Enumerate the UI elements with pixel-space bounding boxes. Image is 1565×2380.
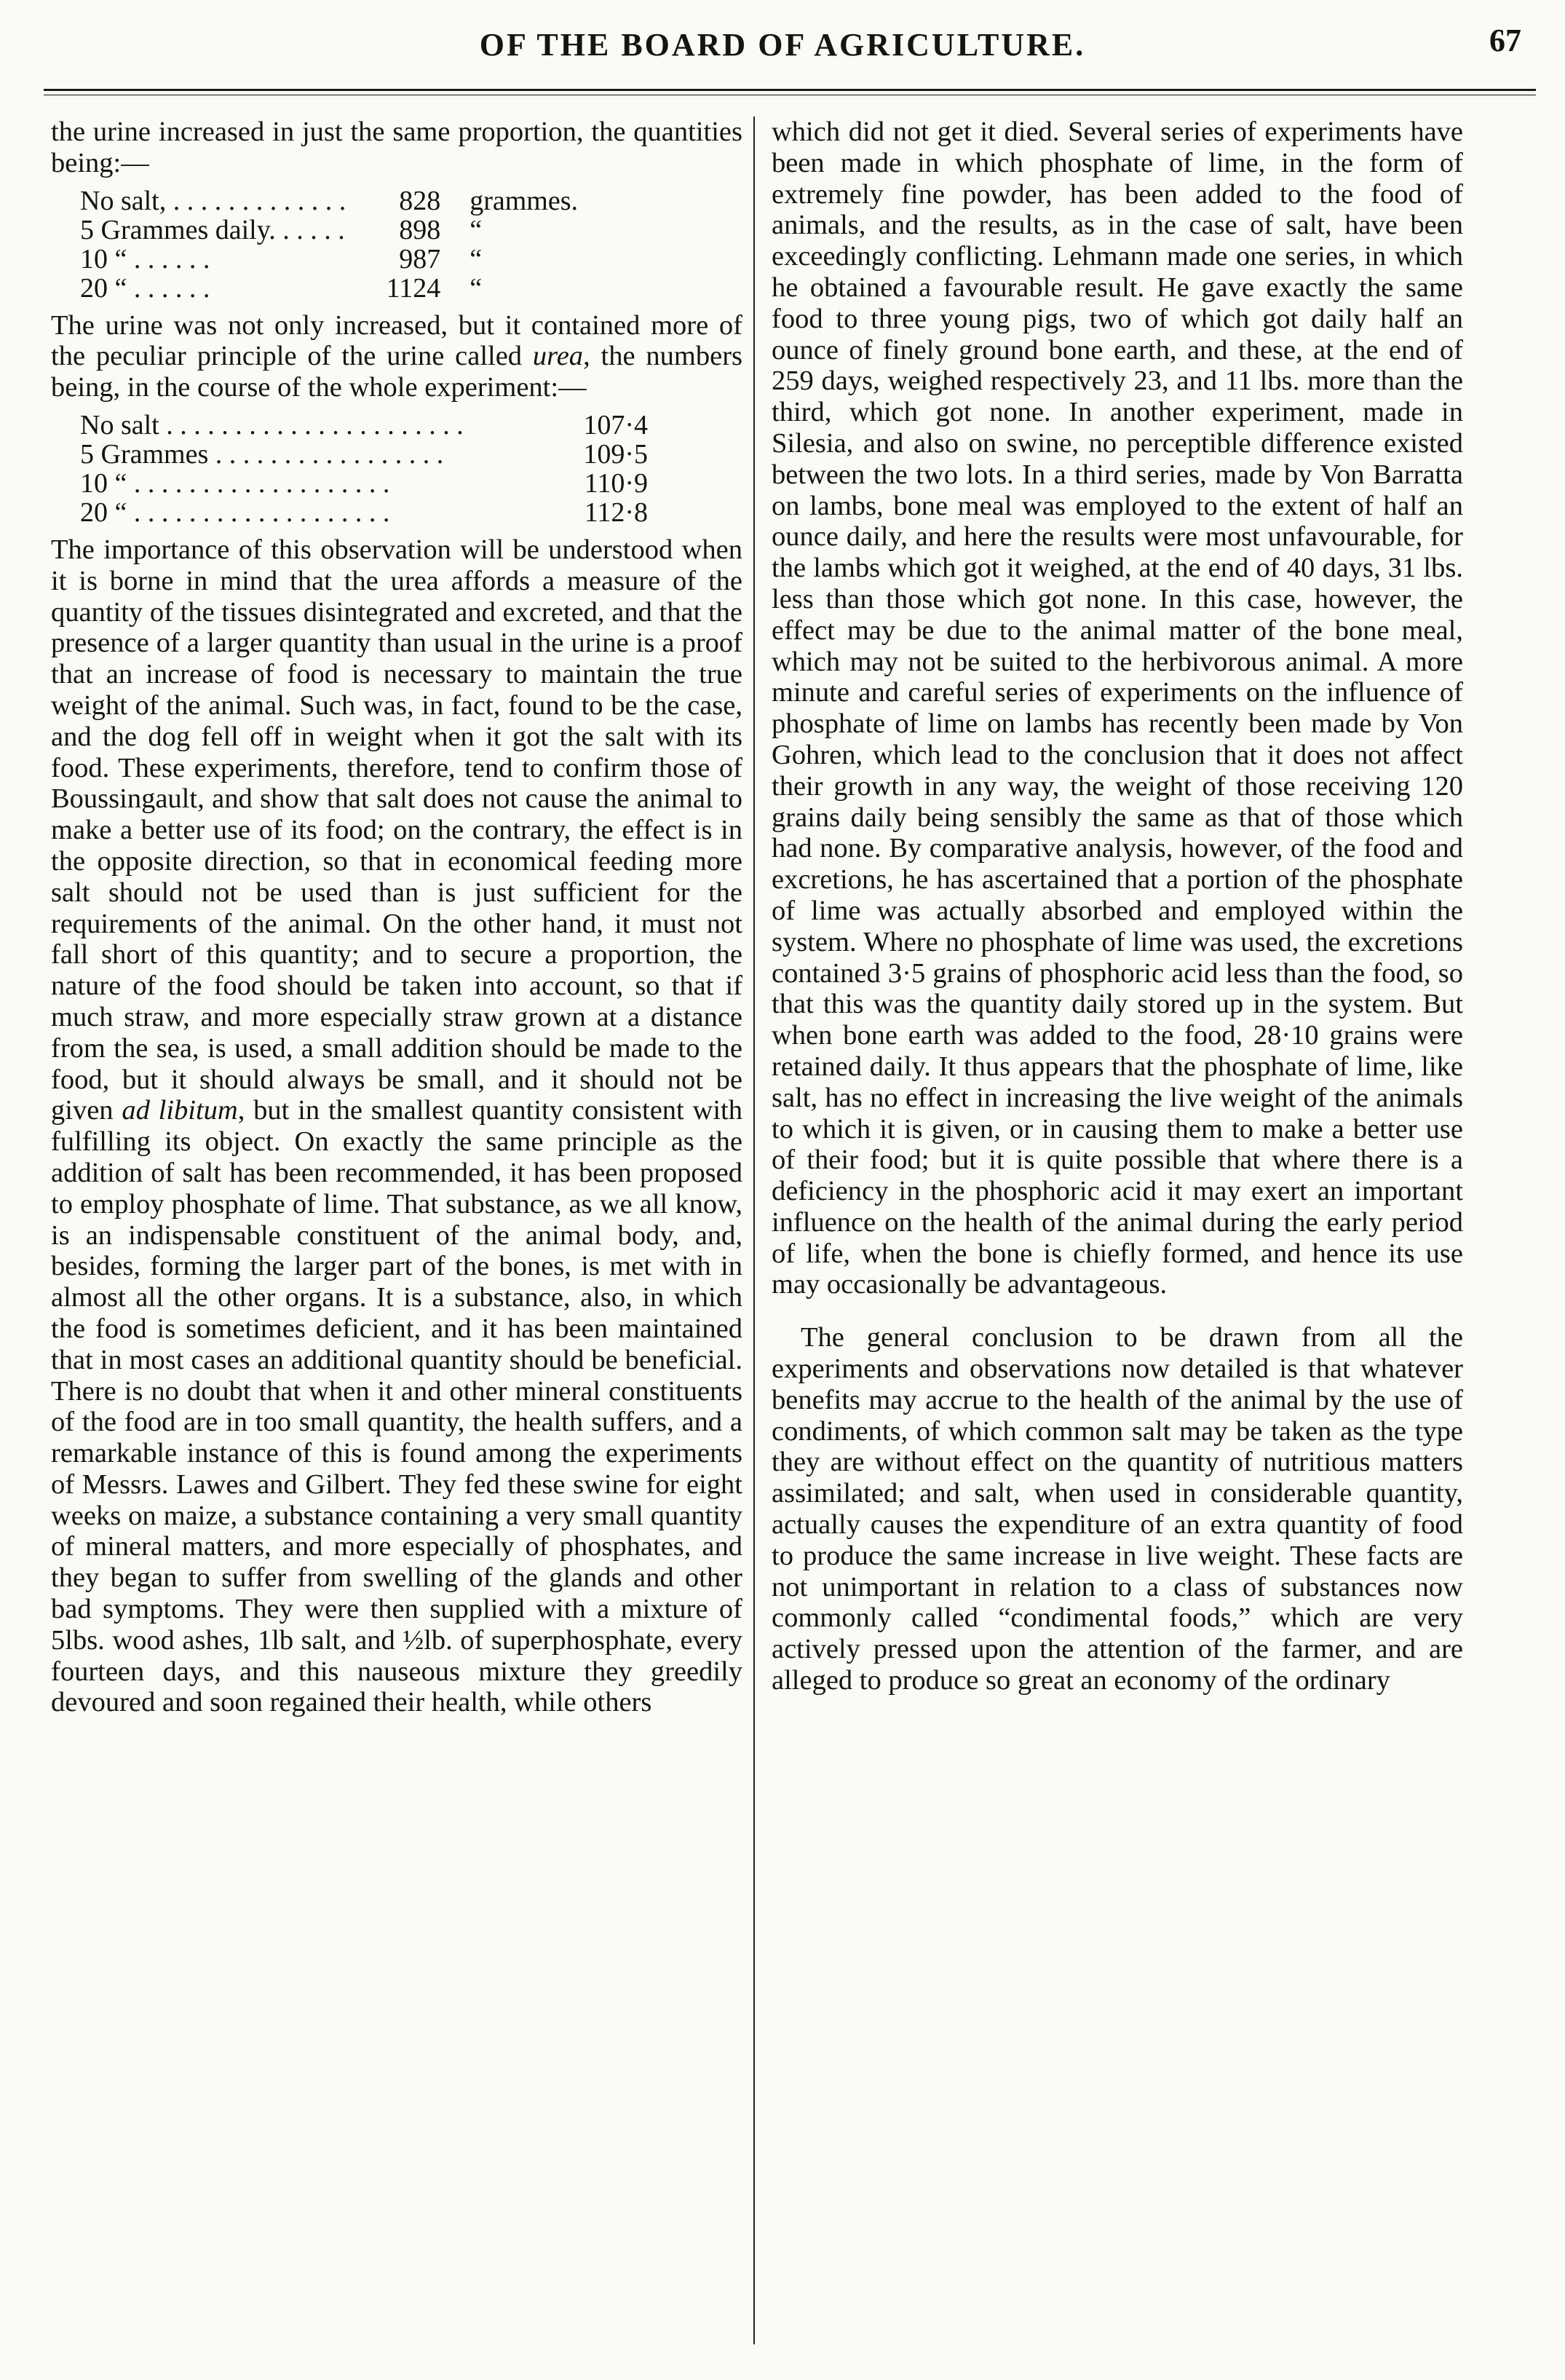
intro-paragraph: the urine increased in just the same proportion, the quantities being:— (51, 116, 742, 178)
left-column (51, 116, 742, 2344)
table-cell-value: 898 (399, 214, 441, 245)
table-cell-value: 828 (399, 185, 441, 216)
conclusion-paragraph: The general conclusion to be drawn from all the experiments and observations now detailed is that whatever benefits may accrue to the health of the animal by the use of condiments, of which common salt may be taken as the type they are without effect on the quantity of nutritious matters assimilated; and salt, when used in considerable quantity, actually causes the expenditure of an extra quantity of food to produce the same increase in live weight. These facts are not unimportant in relation to a class of substances now commonly called “condimental foods,” which are very actively pressed upon the attention of the farmer, and are alleged to produce so great an economy of the ordinary (772, 1322, 1463, 1696)
table-row (80, 411, 655, 440)
text-span: The urine was not only increased, but it contained more of the peculiar principle of the urine called (51, 309, 742, 372)
table-cell-label: 10 “ . . . . . . . . . . . . . . . . . . . (80, 467, 390, 499)
phosphate-paragraph: which did not get it died. Several series of experiments have been made in which phosphate of lime, in the form of extremely fine powder, has been added to the food of animals, and the results, as in the case of salt, have been exceedingly conflicting. Lehmann made one series, in which he obtained a favourable result. He gave exactly the same food to three young pigs, two of which got daily half an ounce of finely ground bone earth, and these, at the end of 259 days, weighed respectively 23, and 11 lbs. more than the third, which got none. In another experiment, made in Silesia, and also on swine, no perceptible difference existed between the two lots. In a third series, made by Von Barratta on lambs, bone meal was employed to the extent of half an ounce daily, and here the results were most unfavourable, for the lambs which got it weighed, at the end of 40 days, 31 lbs. less than those which got none. In this case, however, the effect may be due to the animal matter of the bone meal, which may not be suited to the herbivorous animal. A more minute and careful series of experiments on the influence of phosphate of lime on lambs has recently been made by Von Gohren, which lead to the conclusion that it does not affect their growth in any way, the weight of those receiving 120 grains daily being sensibly the same as that of those which had none. By comparative analysis, however, of the food and excretions, he has ascertained that a portion of the phosphate of lime was actually absorbed and employed within the system. Where no phosphate of lime was used, the excretions contained 3·5 grains of phosphoric acid less than the food, so that this was the quantity daily stored up in the system. But when bone earth was added to the food, 28·10 grains were retained daily. It thus appears that the phosphate of lime, like salt, has no effect in increasing the live weight of the animals to which it is given, or in causing them to make a better use of their food; but it is quite possible that where there is a deficiency in the phosphoric acid it may exert an important influence on the health of the animal during the early period of life, when the bone is chiefly formed, and hence its use may occasionally be advantageous. (772, 116, 1463, 1300)
table-cell-value: 109·5 (583, 438, 648, 470)
italic-term: urea (532, 341, 584, 372)
table-cell-label: 10 “ . . . . . . (80, 243, 210, 274)
importance-paragraph (51, 534, 742, 1718)
right-column (772, 116, 1463, 2344)
table-row (80, 186, 585, 216)
table-cell-value: 1124 (386, 272, 441, 304)
table-cell-unit: “ (470, 272, 483, 304)
table-cell-label: 20 “ . . . . . . . . . . . . . . . . . . . (80, 497, 390, 528)
text-span: The importance of this observation will be understood when it is borne in mind that the urea affords a measure of the quantity of the tissues disintegrated and excreted, and that the presence of a larger quantity than usual in the urine is a proof that an increase of food is necessary to maintain the true weight of the animal. Such was, in fact, found to be the case, and the dog fell off in weight when it got the salt with its food. These experiments, therefore, tend to confirm those of Boussingault, and show that salt does not cause the animal to make a better use of its food; on the contrary, the effect is in the opposite direction, so that in economical feeding more salt should not be used than is just sufficient for the requirements of the animal. On the other hand, it must not fall short of this quantity; and to secure a proportion, the nature of the food should be taken into account, so that if much straw, and more especially straw grown at a distance from the sea, is used, a small addition should be made to the food, but it should always be small, and it should not be given (51, 534, 742, 1126)
text-span: , but in the smallest quantity consistent with fulfilling its object. On exactly the same principle as the addition of salt has been recommended, it has been proposed to employ phosphate of lime. That substance, as we all know, is an indispensable constituent of the animal body, and, besides, forming the larger part of the bones, is met with in almost all the other organs. It is a substance, also, in which the food is sometimes deficient, and it has been maintained that in most cases an additional quantity should be beneficial. There is no doubt that when it and other mineral constituents of the food are in too small quantity, the health suffers, and a remarkable instance of this is found among the experiments of Messrs. Lawes and Gilbert. They fed these swine for eight weeks on maize, a substance containing a very small quantity of mineral matters, and more especially of phosphates, and they began to suffer from swelling of the glands and other bad symptoms. They were then supplied with a mixture of 5lbs. wood ashes, 1lb salt, and ½lb. of superphosphate, every fourteen days, and this nauseous mixture they greedily devoured and soon regained their health, while others (51, 1095, 742, 1718)
column-divider (753, 116, 755, 2344)
table-cell-value: 112·8 (584, 497, 648, 528)
table-row (80, 498, 655, 527)
urine-quantity-table (80, 186, 585, 303)
running-title: OF THE BOARD OF AGRICULTURE. (479, 27, 1086, 63)
table-row (80, 440, 655, 469)
table-row (80, 245, 585, 274)
table-cell-label: 5 Grammes . . . . . . . . . . . . . . . . . (80, 438, 444, 470)
text-span: , the numbers being, in the course of the whole experiment:— (51, 341, 742, 403)
table-cell-unit: “ (470, 214, 483, 245)
table-cell-label: No salt . . . . . . . . . . . . . . . . . . . . . . (80, 409, 464, 440)
italic-term: ad libitum (122, 1095, 238, 1126)
page-header (29, 22, 1536, 73)
table-row (80, 469, 655, 498)
urea-paragraph (51, 310, 742, 403)
table-cell-value: 987 (399, 243, 441, 274)
page-number: 67 (1489, 23, 1521, 58)
urea-table (80, 411, 655, 527)
header-rule (44, 89, 1536, 91)
table-row (80, 216, 585, 245)
table-cell-label: 20 “ . . . . . . (80, 272, 210, 304)
table-cell-value: 110·9 (584, 467, 648, 499)
table-row (80, 274, 585, 303)
table-cell-label: 5 Grammes daily. . . . . . (80, 214, 345, 245)
table-cell-label: No salt, . . . . . . . . . . . . . (80, 185, 346, 216)
table-cell-unit: “ (470, 243, 483, 274)
table-cell-unit: grammes. (470, 185, 579, 216)
table-cell-value: 107·4 (583, 409, 648, 440)
